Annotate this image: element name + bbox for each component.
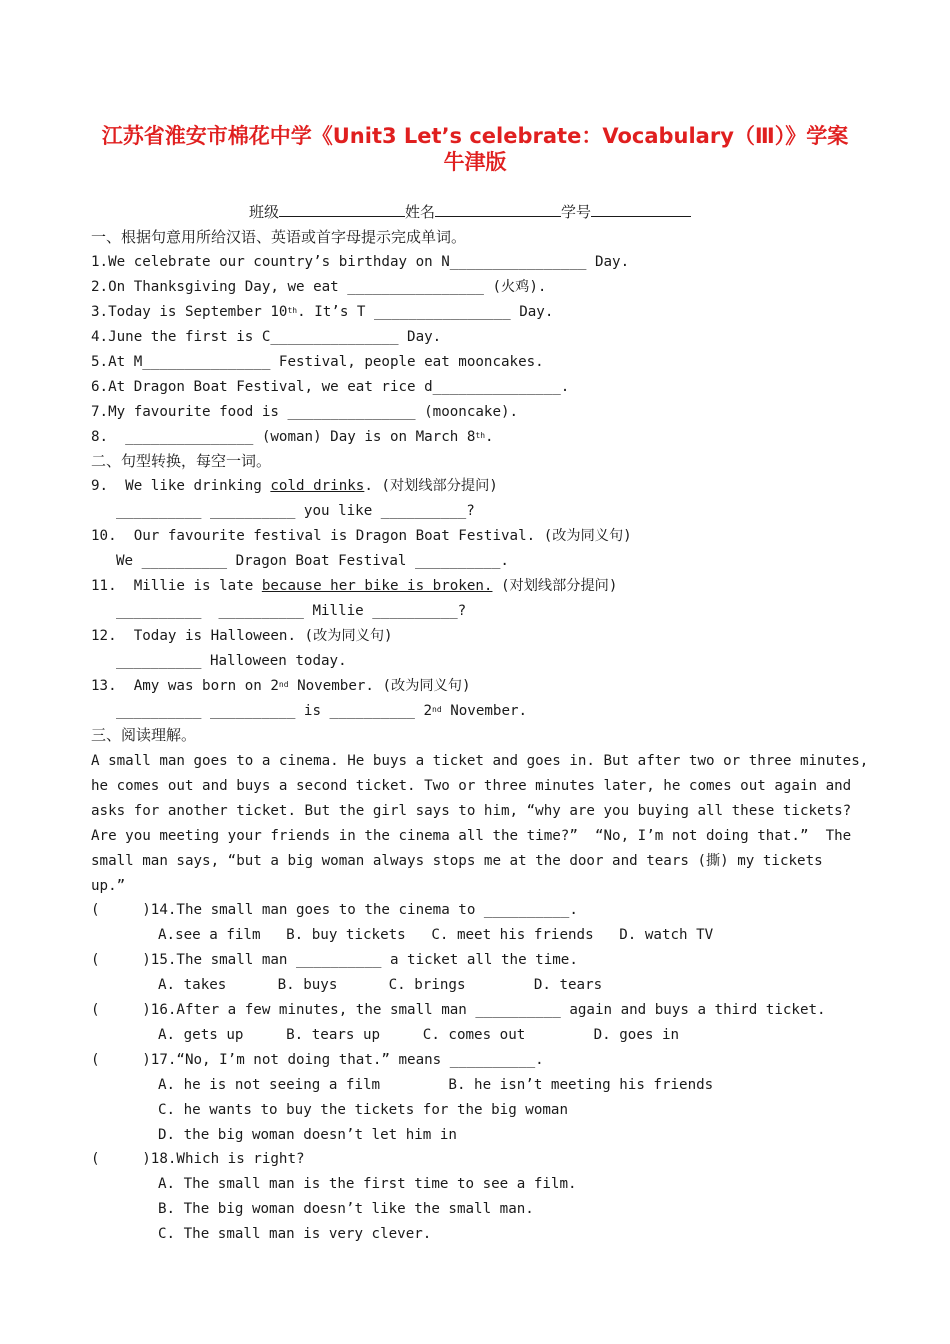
passage-line: up.” <box>91 878 126 894</box>
question-17: ( )17.“No, I’m not doing that.” means __________. <box>91 1052 544 1068</box>
section3-heading: 三、阅读理解。 <box>91 726 197 744</box>
question-10: 10. Our favourite festival is Dragon Boat Festival. (改为同义句) <box>91 528 632 544</box>
question-2: 2.On Thanksgiving Day, we eat ________________ (火鸡). <box>91 279 547 295</box>
question-4: 4.June the first is C_______________ Day. <box>91 329 442 345</box>
student-info-row <box>249 201 691 222</box>
option-18-a: A. The small man is the first time to see a film. <box>158 1176 577 1192</box>
passage-line: small man says, “but a big woman always stops me at the door and tears (撕) my tickets <box>91 853 823 869</box>
question-12: 12. Today is Halloween. (改为同义句) <box>91 628 393 644</box>
number-blank[interactable] <box>591 202 691 217</box>
document-subtitle: 牛津版 <box>443 150 507 174</box>
option-17-c: C. he wants to buy the tickets for the big woman <box>158 1102 568 1118</box>
question-8: 8. _______________ (woman) Day is on March 8th. <box>91 429 494 445</box>
underlined-phrase: cold drinks <box>270 478 365 494</box>
name-blank[interactable] <box>435 202 561 217</box>
option-18-b: B. The big woman doesn’t like the small man. <box>158 1201 534 1217</box>
options-15: A. takes B. buys C. brings D. tears <box>158 977 603 993</box>
passage-line: Are you meeting your friends in the cinema all the time?” “No, I’m not doing that.” The <box>91 828 852 844</box>
option-18-c: C. The small man is very clever. <box>158 1226 432 1242</box>
question-16: ( )16.After a few minutes, the small man __________ again and buys a third ticket. <box>91 1002 826 1018</box>
section2-heading: 二、句型转换，每空一词。 <box>91 452 272 470</box>
underlined-phrase: because her bike is broken. <box>261 578 493 594</box>
question-18: ( )18.Which is right? <box>91 1151 305 1167</box>
option-17-d: D. the big woman doesn’t let him in <box>158 1127 457 1143</box>
question-14: ( )14.The small man goes to the cinema to __________. <box>91 902 578 918</box>
options-16: A. gets up B. tears up C. comes out D. goes in <box>158 1027 680 1043</box>
question-11: 11. Millie is late because her bike is broken. (对划线部分提问) <box>91 578 618 594</box>
question-1: 1.We celebrate our country’s birthday on N________________ Day. <box>91 254 630 270</box>
class-blank[interactable] <box>279 202 405 217</box>
passage-line: A small man goes to a cinema. He buys a ticket and goes in. But after two or three minutes, <box>91 753 869 769</box>
passage-line: asks for another ticket. But the girl says to him, “why are you buying all these tickets? <box>91 803 852 819</box>
answer-11: __________ __________ Millie __________? <box>116 603 467 619</box>
section1-heading: 一、根据句意用所给汉语、英语或首字母提示完成单词。 <box>91 228 467 246</box>
class-label: 班级 <box>249 203 280 221</box>
question-15: ( )15.The small man __________ a ticket all the time. <box>91 952 578 968</box>
document-title: 江苏省淮安市棉花中学《Unit3 Let’s celebrate：Vocabulary（Ⅲ）》学案 <box>101 124 849 148</box>
number-label: 学号 <box>561 203 592 221</box>
answer-13: __________ __________ is __________ 2nd November. <box>116 703 528 719</box>
answer-12: __________ Halloween today. <box>116 653 347 669</box>
options-14: A.see a film B. buy tickets C. meet his friends D. watch TV <box>158 927 714 943</box>
passage-line: he comes out and buys a second ticket. Two or three minutes later, he comes out again and <box>91 778 852 794</box>
answer-10: We __________ Dragon Boat Festival __________. <box>116 553 509 569</box>
question-9: 9. We like drinking cold drinks. (对划线部分提问) <box>91 478 498 494</box>
question-7: 7.My favourite food is _______________ (mooncake). <box>91 404 519 420</box>
options-17-ab: A. he is not seeing a film B. he isn’t meeting his friends <box>158 1077 714 1093</box>
answer-9: __________ __________ you like __________? <box>116 503 475 519</box>
question-3: 3.Today is September 10th. It’s T ________________ Day. <box>91 304 554 320</box>
question-6: 6.At Dragon Boat Festival, we eat rice d_______________. <box>91 379 570 395</box>
name-label: 姓名 <box>405 203 436 221</box>
question-5: 5.At M_______________ Festival, people eat mooncakes. <box>91 354 544 370</box>
question-13: 13. Amy was born on 2nd November. (改为同义句) <box>91 678 471 694</box>
